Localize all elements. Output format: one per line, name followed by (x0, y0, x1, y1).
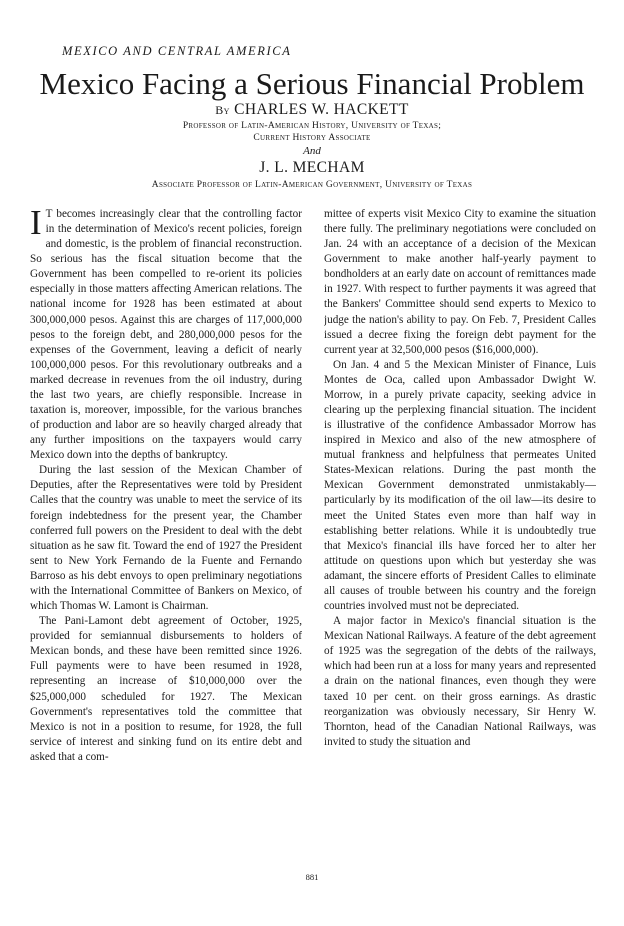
author-2-affiliation: Associate Professor of Latin-American Government, University of Texas (151, 180, 473, 190)
left-column (30, 207, 302, 867)
paragraph: mittee of experts visit Mexico City to examine the situation there fully. The preliminary negotiations were concluded on Jan. 24 with an acceptance of a decision of the Mexican Government to make another half-yearly payment to bondholders at an early date on account of remittances made in 1927. With respect to further payments it was agreed that the Bankers' Committee should send experts to Mexico to judge the nation's ability to pay. On Feb. 7, President Calles issued a decree fixing the foreign debt payment for the current year at 32,500,000 pesos ($16,000,000). (324, 208, 596, 356)
by-word: By (215, 103, 230, 117)
paragraph: On Jan. 4 and 5 the Mexican Minister of Finance, Luis Montes de Oca, called upon Ambassador Dwight W. Morrow, in a purely private capacity, seeking advice in clearing up the perplexing financial situation. The incident is illustrative of the confidence Ambassador Morrow has inspired in Mexico and also of the new atmosphere of mutual frankness and helpfulness that permeates United States-Mexican relations. During the past month the Mexican Government demonstrated unmistakably—particularly by its modification of the oil law—its desire to meet the United States even more than half way in establishing better relations. While it is undoubtedly true that Mexico's financial ills have forced her to alter her attitude on questions upon which but yesterday she was adamant, the sincere efforts of President Calles to eliminate all causes of trouble between his country and the foreign countries involved must not be depreciated. (324, 358, 596, 613)
drop-cap: I (30, 207, 42, 242)
paragraph: The Pani-Lamont debt agreement of October, 1925, provided for semiannual disbursements to holders of Mexican bonds, and these have been remitted since 1926. Full payments were to have been resumed in 1928, representing an increase of $10,000,000 over the $25,000,000 scheduled for 1927. The Mexican Government's representatives told the committee that Mexico is not in a position to resume, for 1928, the full service of interest and sinking fund on its entire debt and asked that a com- (30, 615, 302, 763)
section-label: MEXICO AND CENTRAL AMERICA (62, 44, 292, 58)
page-number: 881 (305, 872, 319, 882)
author-1-affiliation-line-1: Professor of Latin-American History, University of Texas; (182, 121, 442, 131)
author-1-name: CHARLES W. HACKETT (234, 101, 409, 118)
paragraph-text: T becomes increasingly clear that the controlling factor in the determination of Mexico's recent policies, foreign and domestic, is the problem of financial reconstruction. So serious has the fiscal situation become that the Government has been compelled to re-orient its policies especially in those matters affecting American relations. The national income for 1928 has been estimated at about 300,000,000 pesos. Against this are charges of 117,000,000 pesos to the foreign debt, and 280,000,000 pesos for the expenses of the Government, leaving a deficit of nearly 100,000,000 pesos. For this revolutionary outbreaks and a marked decrease in revenues from the oil industry, during the last two years, are chiefly responsible. Increase in taxation is, moreover, impossible, for the various branches of production and labor are so heavily charged already that any further impositions on the taxpayers would carry Mexico down into the depths of bankruptcy. (30, 208, 302, 462)
paragraph: A major factor in Mexico's financial situation is the Mexican National Railways. A feature of the debt agreement of 1925 was the segregation of the debts of the railways, which had been run at a loss for many years and represented a drain on the national finances, even though they were taxed 10 per cent. on their gross earnings. As drastic reorganization was obviously necessary, Sir Henry W. Thornton, head of the Canadian National Railways, was invited to study the situation and (324, 615, 596, 748)
article-title: Mexico Facing a Serious Financial Problem (39, 66, 585, 101)
paragraph (30, 207, 302, 463)
author-2-name: J. L. MECHAM (259, 159, 365, 176)
right-column (324, 207, 596, 867)
author-1-affiliation-line-2: Current History Associate (253, 133, 371, 143)
and-conjunction: And (303, 145, 321, 157)
paragraph: During the last session of the Mexican Chamber of Deputies, after the Representatives were told by President Calles that the country was unable to meet the service of its foreign indebtedness for the present year, the Chamber conferred full powers on the President to deal with the debt situation as he saw fit. Toward the end of 1927 the President sent to New York Fernando de la Fuente and Fernando Barroso as his debt envoys to open preliminary negotiations with the International Committee of Bankers on Mexico, of which Thomas W. Lamont is Chairman. (30, 464, 302, 613)
byline-author-1 (0, 101, 624, 119)
